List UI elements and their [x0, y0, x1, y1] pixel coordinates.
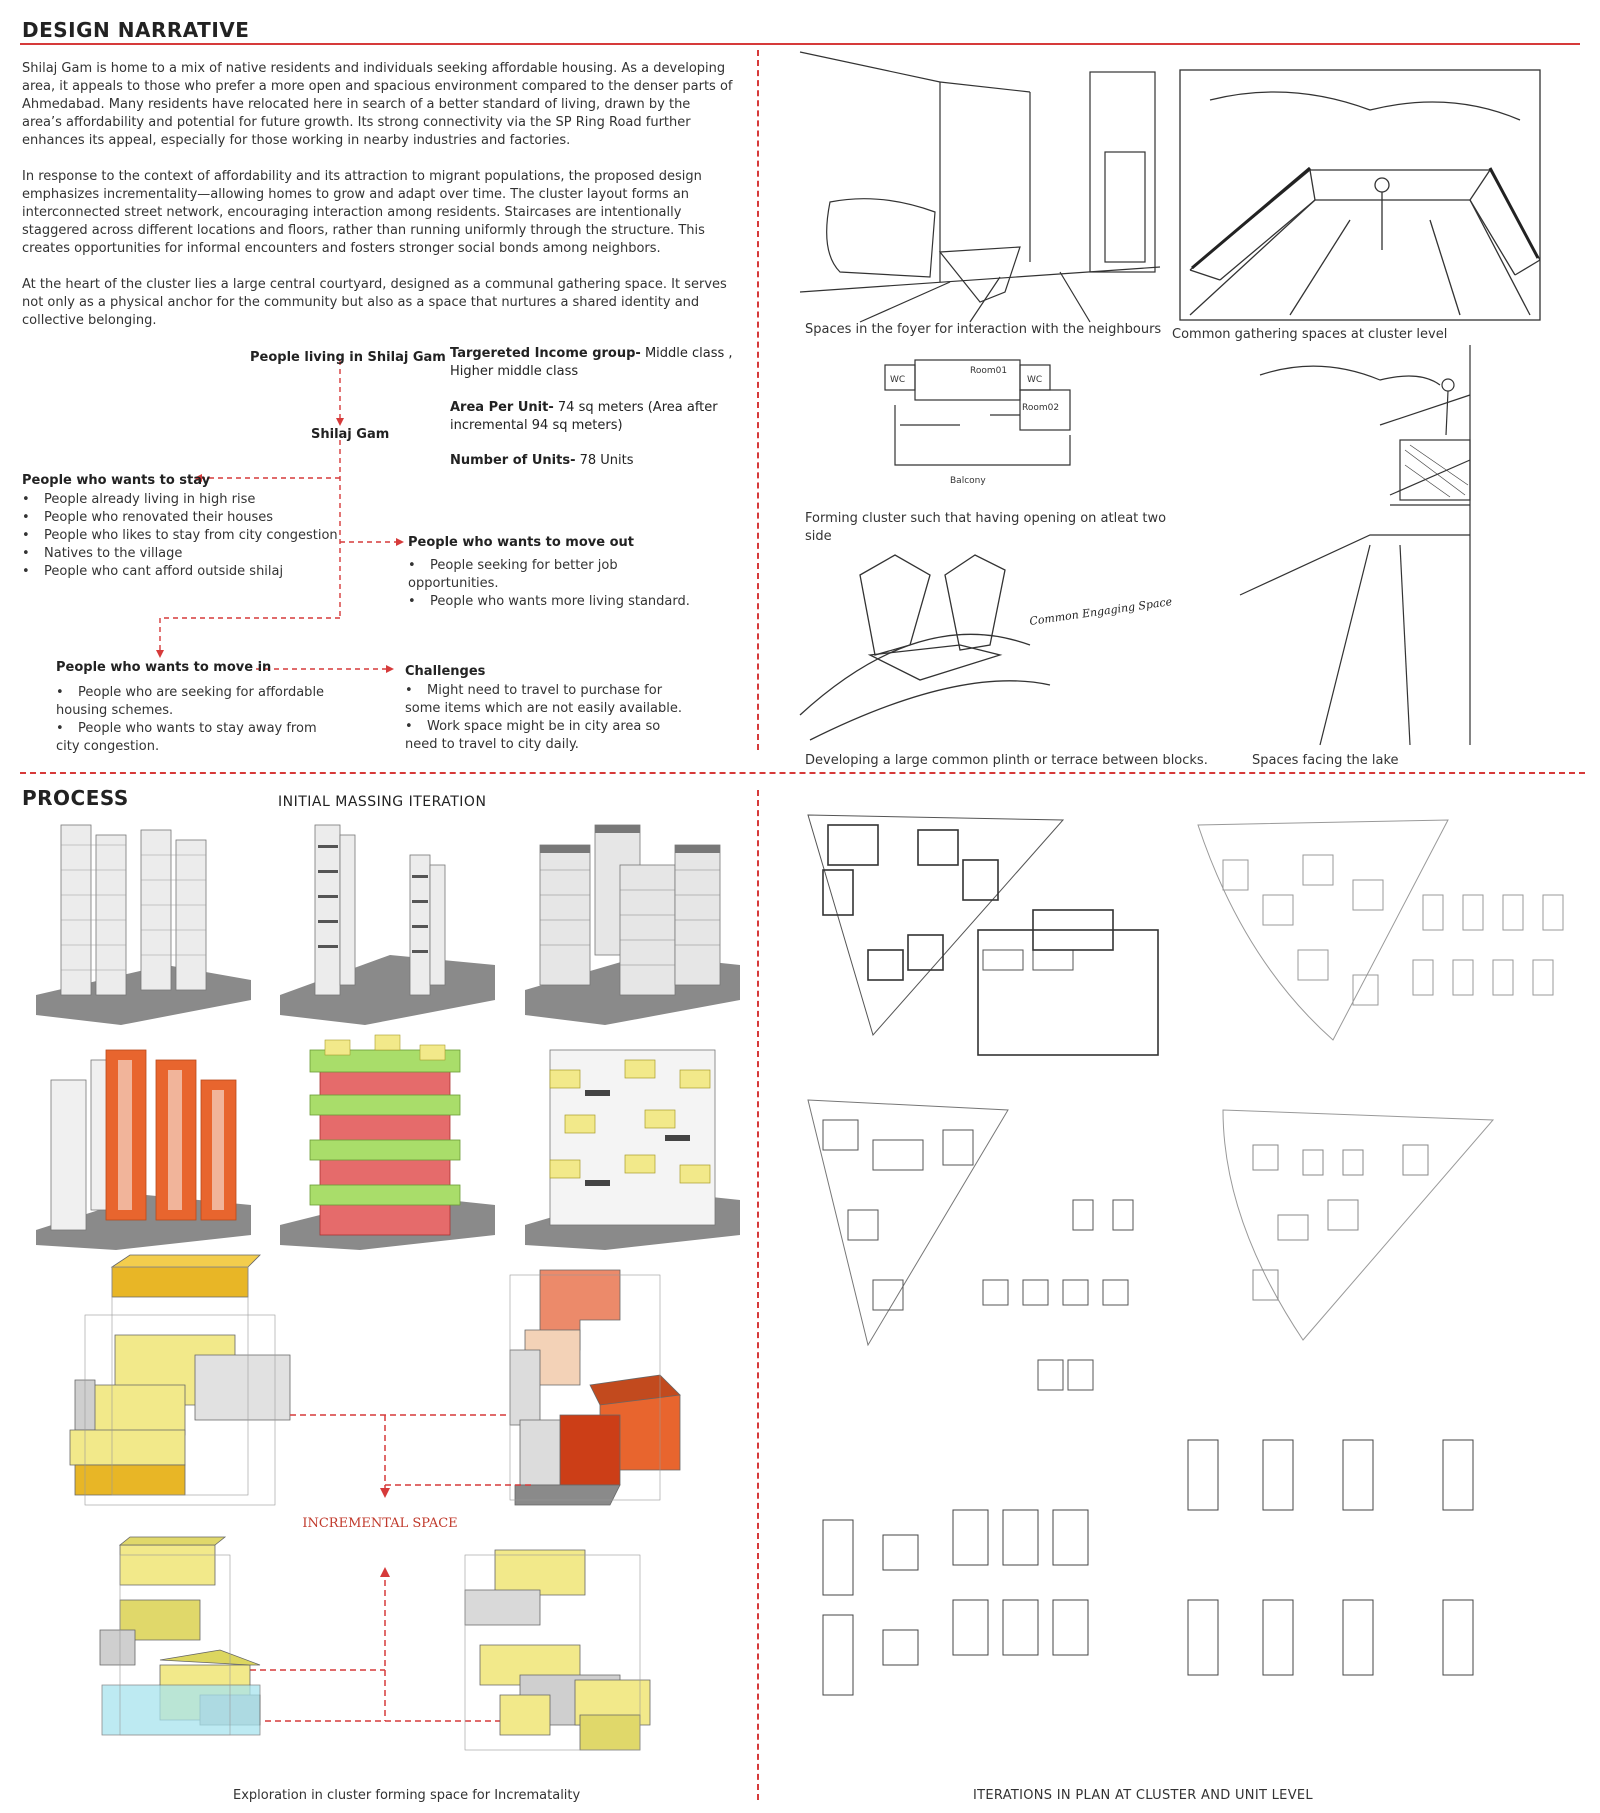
list-item: • People who wants more living standard.	[408, 593, 708, 611]
massing-model-4	[36, 1030, 251, 1250]
incremental-space-label: INCREMENTAL SPACE	[302, 1516, 458, 1531]
plinth-sketch	[800, 545, 1173, 740]
plan-label-balcony: Balcony	[950, 476, 986, 486]
list-item: • People who wants to stay away from city congestion.	[56, 720, 326, 756]
move-in-title: People who wants to move in	[56, 660, 272, 675]
massing-model-3	[525, 815, 740, 1025]
exploration-caption: Exploration in cluster forming space for Incrematality	[233, 1788, 581, 1803]
list-item: • Might need to travel to purchase for some items which are not easily available.	[405, 682, 695, 718]
move-in-list	[56, 684, 326, 756]
income-stat	[450, 345, 740, 381]
cluster-opening-caption: Forming cluster such that having opening on atleat two side	[805, 511, 1167, 544]
stay-title: People who wants to stay	[22, 473, 211, 488]
move-out-title: People who wants to move out	[408, 535, 634, 550]
list-item: • People who are seeking for affordable housing schemes.	[56, 684, 326, 720]
list-item: • People seeking for better job opportunities.	[408, 557, 708, 593]
foyer-sketch	[800, 52, 1160, 322]
lake-sketch	[1240, 345, 1480, 745]
list-item: • People who cant afford outside shilaj	[22, 563, 342, 581]
divider-horizontal	[20, 772, 1585, 774]
divider-bottom	[757, 790, 759, 1800]
people-living-label: People living in Shilaj Gam	[250, 350, 446, 365]
common-space-label: Common Engaging Space	[1028, 595, 1173, 628]
shilaj-gam-label: Shilaj Gam	[311, 427, 390, 442]
incremental-diagram	[20, 1255, 740, 1765]
plan-iterations	[783, 800, 1583, 1780]
massing-model-5	[280, 1030, 495, 1250]
foyer-caption: Spaces in the foyer for interaction with the neighbours	[805, 322, 1162, 337]
process-heading: PROCESS	[22, 786, 129, 810]
income-label: Targereted Income group-	[450, 346, 641, 361]
title-rule	[20, 43, 1580, 45]
gathering-sketch	[1170, 60, 1550, 325]
list-item: • Work space might be in city area so need to travel to city daily.	[405, 718, 695, 754]
massing-title: INITIAL MASSING ITERATION	[278, 794, 487, 810]
move-out-list	[408, 557, 708, 611]
plan-label-wc-2: WC	[1027, 375, 1043, 385]
units-stat	[450, 453, 740, 468]
area-label: Area Per Unit-	[450, 400, 554, 415]
list-item: • Natives to the village	[22, 545, 342, 563]
plan-label-wc-1: WC	[890, 375, 906, 385]
list-item: • People already living in high rise	[22, 491, 342, 509]
narrative-paragraph-3: At the heart of the cluster lies a large central courtyard, designed as a communal gathering space. It serves not only as a physical anchor for the community but also as a space that nurtures a shared identity and collective belonging.	[22, 277, 727, 328]
massing-model-1	[36, 815, 251, 1025]
lake-caption: Spaces facing the lake	[1252, 753, 1399, 768]
challenges-title: Challenges	[405, 664, 486, 679]
list-item: • People who renovated their houses	[22, 509, 342, 527]
stay-list	[22, 491, 342, 581]
plan-caption: ITERATIONS IN PLAN AT CLUSTER AND UNIT LEVEL	[973, 1788, 1313, 1803]
area-stat	[450, 399, 740, 435]
massing-model-6	[525, 1030, 740, 1250]
plan-label-room1: Room01	[970, 366, 1008, 376]
plinth-caption: Developing a large common plinth or terrace between blocks.	[805, 753, 1208, 768]
units-value: 78 Units	[579, 453, 634, 468]
list-item: • People who likes to stay from city congestion	[22, 527, 342, 545]
challenges-list	[405, 682, 695, 754]
massing-model-2	[280, 815, 495, 1025]
page-title: DESIGN NARRATIVE	[22, 18, 250, 42]
narrative-paragraph-2: In response to the context of affordability and its attraction to migrant populations, the proposed design emphasizes incrementality—allowing homes to grow and adapt over time. The cluster layout forms an interconnected street network, encouraging interaction among residents. Staircases are intentionally staggered across different locations and floors, rather than running uniformly through the structure. This creates opportunities for informal encounters and fosters stronger social bonds among neighbors.	[22, 169, 705, 256]
income-value: Middle class , Higher middle class	[450, 346, 733, 379]
cluster-plan-sketch	[880, 355, 1080, 495]
units-label: Number of Units-	[450, 453, 576, 468]
gathering-caption: Common gathering spaces at cluster level	[1172, 327, 1448, 342]
plan-label-room2: Room02	[1022, 403, 1060, 413]
narrative-paragraph-1: Shilaj Gam is home to a mix of native residents and individuals seeking affordable housing. As a developing area, it appeals to those who prefer a more open and spacious environment compared to the denser parts of Ahmedabad. Many residents have relocated here in search of a better standard of living, drawn by the area’s affordability and potential for future growth. Its strong connectivity via the SP Ring Road further enhances its appeal, especially for those working in nearby industries and factories.	[22, 61, 733, 148]
area-value: 74 sq meters (Area after incremental 94 sq meters)	[450, 400, 718, 433]
